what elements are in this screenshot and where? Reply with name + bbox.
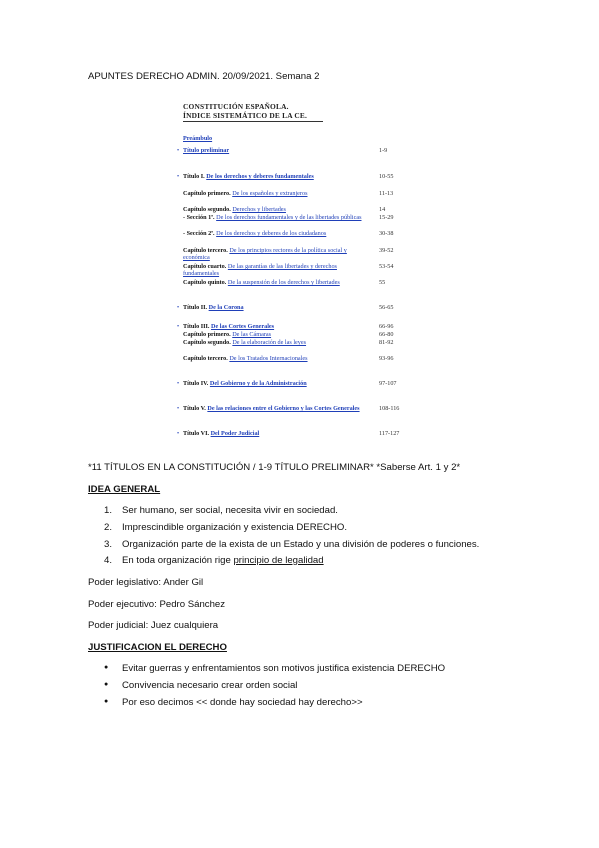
index-row-prefix: Capítulo primero. bbox=[183, 331, 233, 338]
index-row-label bbox=[183, 264, 373, 277]
index-row-link[interactable]: Derechos y libertades bbox=[232, 206, 286, 213]
index-row-link[interactable]: De la Corona bbox=[208, 304, 244, 311]
bullet-icon: • bbox=[177, 431, 180, 437]
idea-general-heading: IDEA GENERAL bbox=[88, 484, 161, 495]
index-row-prefix: Capítulo tercero. bbox=[183, 355, 230, 362]
index-row-link[interactable]: De los derechos y deberes fundamentales bbox=[206, 173, 314, 180]
bullet-icon: • bbox=[177, 324, 180, 330]
index-row-link[interactable]: De la elaboración de las leyes bbox=[232, 339, 307, 346]
bullet-icon: ● bbox=[104, 664, 109, 671]
index-row-link[interactable]: Preámbulo bbox=[183, 135, 213, 142]
index-row-pages: 97-107 bbox=[379, 380, 397, 387]
index-row-label bbox=[177, 405, 373, 413]
list-item-text: Organización parte de la exista de un Estado y una división de poderes o funciones. bbox=[122, 539, 480, 550]
power-line: Poder judicial: Juez cualquiera bbox=[88, 620, 219, 631]
list-marker: 4. bbox=[104, 555, 113, 566]
index-row-label bbox=[183, 356, 373, 363]
index-row-link[interactable]: Del Gobierno y de la Administración bbox=[209, 380, 307, 387]
index-row-prefix: Título VI. bbox=[183, 430, 211, 437]
list-marker: 2. bbox=[104, 522, 113, 533]
index-row-pages: 66-96 bbox=[379, 323, 394, 330]
index-row-prefix: Título I. bbox=[183, 173, 207, 180]
power-line: Poder legislativo: Ander Gil bbox=[88, 577, 204, 588]
index-row-prefix: Capítulo segundo. bbox=[183, 339, 233, 346]
bullet-icon: • bbox=[177, 148, 180, 154]
note-line: *11 TÍTULOS EN LA CONSTITUCIÓN / 1-9 TÍTULO PRELIMINAR* *Saberse Art. 1 y 2* bbox=[88, 462, 461, 473]
list-marker: 3. bbox=[104, 539, 113, 550]
index-row-prefix: Título III. bbox=[183, 323, 212, 330]
index-row-label bbox=[177, 173, 373, 181]
index-row-pages: 55 bbox=[379, 279, 386, 286]
index-row-pages: 93-96 bbox=[379, 355, 394, 362]
index-row-prefix: - Sección 2ª. bbox=[183, 230, 217, 237]
underlined-term: principio de legalidad bbox=[233, 555, 324, 566]
index-row-pages: 1-9 bbox=[379, 147, 388, 154]
bullet-icon: • bbox=[177, 381, 180, 387]
index-row-link[interactable]: De los derechos fundamentales y de las libertades públicas bbox=[216, 214, 362, 221]
index-row-link[interactable]: De las Cámaras bbox=[232, 331, 272, 338]
index-row-pages: 30-38 bbox=[379, 230, 394, 237]
list-item-text: Imprescindible organización y existencia DERECHO. bbox=[122, 522, 348, 533]
constitution-index-image bbox=[177, 102, 400, 437]
index-row-label bbox=[183, 332, 373, 339]
index-row-pages: 66-80 bbox=[379, 331, 394, 338]
index-row-link[interactable]: De la suspensión de los derechos y libertades bbox=[227, 279, 340, 286]
index-row-link[interactable]: De las relaciones entre el Gobierno y las Cortes Generales bbox=[207, 405, 360, 412]
index-row-label bbox=[183, 340, 373, 347]
bullet-icon: ● bbox=[104, 681, 109, 688]
index-row-prefix: Capítulo cuarto. bbox=[183, 263, 228, 270]
index-row-prefix: Capítulo primero. bbox=[183, 190, 233, 197]
index-row-label bbox=[177, 430, 373, 438]
index-row-prefix: Título V. bbox=[183, 405, 208, 412]
index-row-label bbox=[183, 215, 373, 222]
index-row-link[interactable]: De los Tratados Internacionales bbox=[229, 355, 308, 362]
index-row-pages: 39-52 bbox=[379, 247, 394, 254]
index-divider bbox=[183, 121, 323, 122]
bullet-icon: ● bbox=[104, 698, 109, 705]
index-row-label bbox=[183, 280, 373, 287]
index-row-link[interactable]: De los derechos y deberes de los ciudadanos bbox=[216, 230, 327, 237]
list-item-text: Evitar guerras y enfrentamientos son motivos justifica existencia DERECHO bbox=[122, 663, 446, 674]
index-title-line1: CONSTITUCIÓN ESPAÑOLA. bbox=[183, 102, 289, 111]
index-row-label bbox=[177, 380, 373, 388]
justificacion-heading: JUSTIFICACION EL DERECHO bbox=[88, 642, 227, 653]
index-row-label bbox=[183, 136, 373, 143]
index-row-pages: 14 bbox=[379, 206, 386, 213]
index-row-link[interactable]: Título preliminar bbox=[183, 147, 230, 154]
list-item-text: En toda organización rige principio de legalidad bbox=[122, 555, 324, 566]
index-row-label bbox=[183, 207, 373, 214]
index-row-pages: 108-116 bbox=[379, 405, 400, 412]
index-row-pages: 117-127 bbox=[379, 430, 400, 437]
index-title-line2: ÍNDICE SISTEMÁTICO DE LA CE. bbox=[183, 111, 308, 120]
index-row-pages: 81-92 bbox=[379, 339, 394, 346]
list-item-text: Ser humano, ser social, necesita vivir en sociedad. bbox=[122, 505, 338, 516]
index-row-label bbox=[177, 323, 373, 331]
index-row-pages: 56-65 bbox=[379, 304, 394, 311]
index-row-link[interactable]: De las garantías de las libertades y derechos fundamentales bbox=[183, 263, 337, 277]
index-row-prefix: Título IV. bbox=[183, 380, 210, 387]
index-row-pages: 11-13 bbox=[379, 190, 394, 197]
bullet-icon: • bbox=[177, 406, 180, 412]
list-item-text: Por eso decimos << donde hay sociedad hay derecho>> bbox=[122, 697, 363, 708]
list-marker: 1. bbox=[104, 505, 113, 516]
index-row-pages: 10-55 bbox=[379, 173, 394, 180]
index-row-prefix: Capítulo quinto. bbox=[183, 279, 228, 286]
index-row-pages: 15-29 bbox=[379, 214, 394, 221]
index-row-label bbox=[183, 231, 373, 238]
index-row-label bbox=[183, 248, 373, 261]
index-row-prefix: Título II. bbox=[183, 304, 209, 311]
index-row-prefix: Capítulo tercero. bbox=[183, 247, 230, 254]
index-row-label bbox=[177, 304, 373, 312]
index-row-prefix: Capítulo segundo. bbox=[183, 206, 233, 213]
index-row-label bbox=[177, 147, 373, 155]
list-item-text: Convivencia necesario crear orden social bbox=[122, 680, 298, 691]
power-line: Poder ejecutivo: Pedro Sánchez bbox=[88, 599, 226, 610]
index-row-link[interactable]: Del Poder Judicial bbox=[210, 430, 260, 437]
bullet-icon: • bbox=[177, 305, 180, 311]
index-row-pages: 53-54 bbox=[379, 263, 394, 270]
index-row-link[interactable]: De los principios rectores de la política social y económica bbox=[183, 247, 347, 261]
index-row-link[interactable]: De los españoles y extranjeros bbox=[232, 190, 308, 197]
index-row-link[interactable]: De las Cortes Generales bbox=[211, 323, 275, 330]
index-row-prefix: - Sección 1ª. bbox=[183, 214, 217, 221]
document-header: APUNTES DERECHO ADMIN. 20/09/2021. Semana 2 bbox=[88, 71, 320, 82]
index-row-label bbox=[183, 191, 373, 198]
bullet-icon: • bbox=[177, 174, 180, 180]
